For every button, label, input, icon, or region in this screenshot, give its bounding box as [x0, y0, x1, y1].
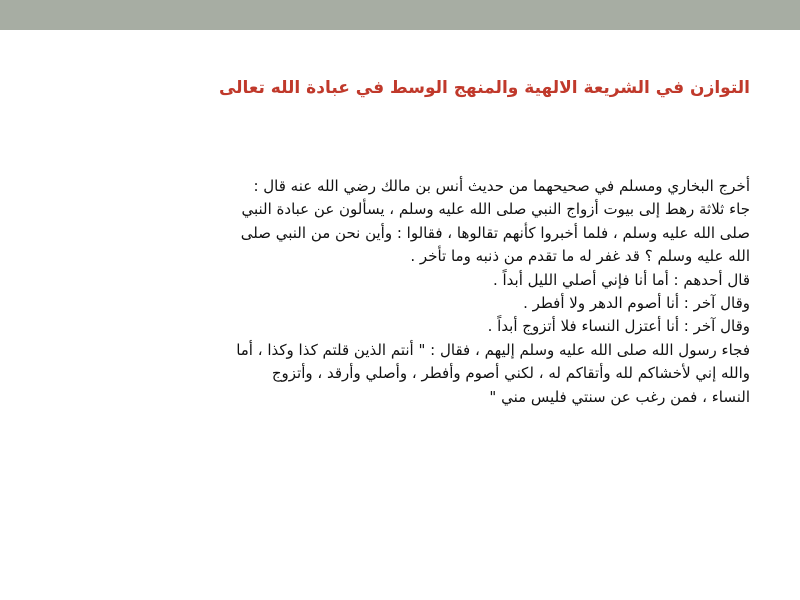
slide-title: التوازن في الشريعة الالهية والمنهج الوسط في عبادة الله تعالى: [218, 78, 750, 98]
text-line: وقال آخر : أنا أعتزل النساء فلا أتزوج أبداً .: [487, 317, 750, 336]
text-line: الله عليه وسلم ؟ قد غفر له ما تقدم من ذنبه وما تأخر .: [410, 247, 750, 266]
top-bar: [0, 0, 800, 30]
text-line: فجاء رسول الله صلى الله عليه وسلم إليهم ، فقال : " أنتم الذين قلتم كذا وكذا ، أما: [236, 340, 750, 359]
hadith-text: [50, 175, 750, 409]
text-line: صلى الله عليه وسلم ، فلما أخبروا كأنهم تقالوها ، فقالوا : وأين نحن من النبي صلى: [240, 223, 750, 242]
text-line: جاء ثلاثة رهط إلى بيوت أزواج النبي صلى الله عليه وسلم ، يسألون عن عبادة النبي: [241, 200, 750, 219]
text-line: أخرج البخاري ومسلم في صحيحهما من حديث أنس بن مالك رضي الله عنه قال :: [253, 177, 750, 195]
text-line: قال أحدهم : أما أنا فإني أصلي الليل أبداً .: [492, 270, 750, 289]
text-line: وقال آخر : أنا أصوم الدهر ولا أفطر .: [523, 294, 750, 313]
text-line: والله إني لأخشاكم لله وأتقاكم له ، لكني أصوم وأفطر ، وأصلي وأرقد ، وأتزوج: [271, 364, 750, 383]
text-line: النساء ، فمن رغب عن سنتي فليس مني ": [489, 387, 750, 406]
